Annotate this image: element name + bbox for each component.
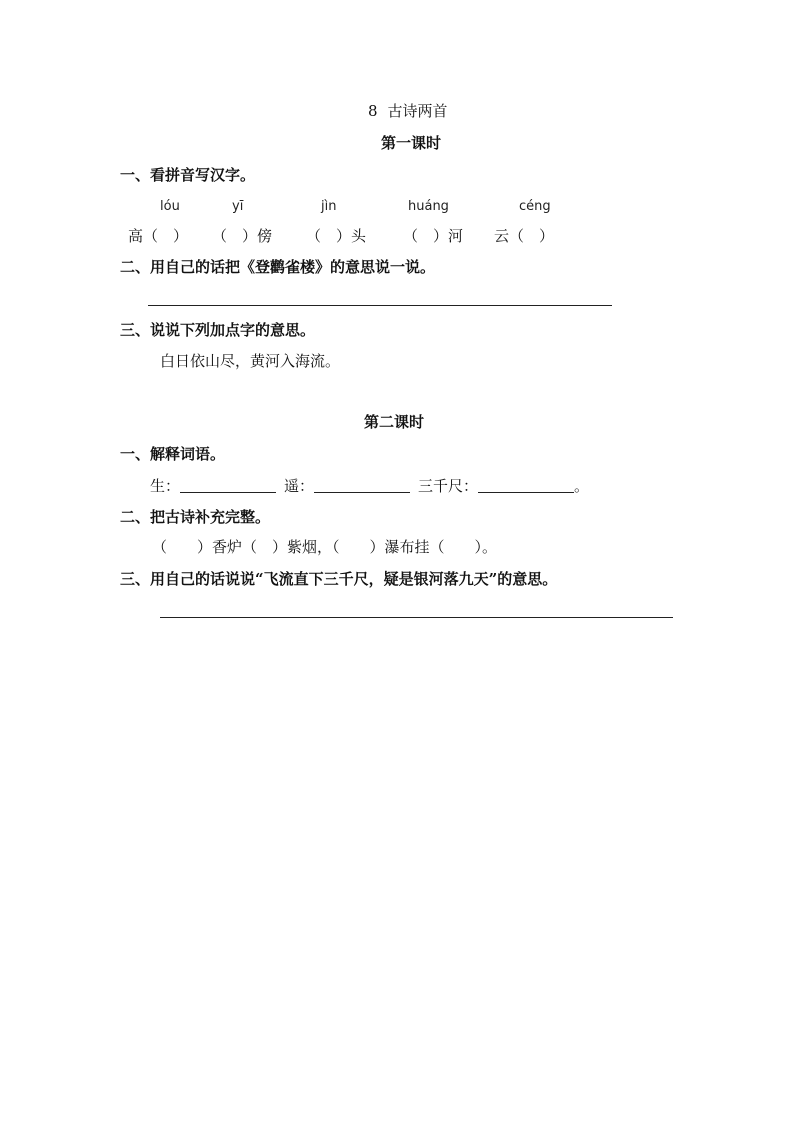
term-sanqianchi-blank: [478, 492, 574, 493]
pinyin-yi: yī: [232, 199, 244, 214]
char-blank-2: （ ）傍: [212, 227, 273, 245]
poem-fill-b: （ ）瀑布挂（ ）。: [332, 538, 498, 556]
period-1-heading: 第一课时: [381, 134, 442, 152]
lesson-title-text: 古诗两首: [387, 102, 448, 120]
poem-fill-a: （ ）香炉（ ）紫烟，: [152, 538, 333, 556]
term-sheng: 生：: [150, 477, 181, 495]
lesson-title: [368, 104, 448, 119]
char-blank-4: （ ）河: [403, 227, 464, 245]
answer-line-2: [160, 617, 673, 618]
pinyin-jin: jìn: [321, 199, 337, 214]
poem-fill-row: [152, 540, 497, 555]
terms-row: [150, 479, 589, 494]
p1-q1-heading: 一、看拼音写汉字。: [120, 166, 256, 184]
p2-q3-heading: 三、用自己的话说说“飞流直下三千尺，疑是银河落九天”的意思。: [120, 570, 558, 588]
pinyin-ceng: céng: [519, 199, 551, 214]
terms-end-mark: 。: [574, 477, 590, 495]
pinyin-lou: lóu: [160, 199, 180, 214]
char-blank-3: （ ）头: [306, 227, 367, 245]
term-sanqianchi: 三千尺：: [418, 477, 479, 495]
p1-q3-heading: 三、说说下列加点字的意思。: [120, 321, 316, 339]
p1-q2-heading: 二、用自己的话把《登鹳雀楼》的意思说一说。: [120, 258, 436, 276]
period-2-heading: 第二课时: [364, 413, 425, 431]
poem-line: 白日依山尽，黄河入海流。: [160, 352, 341, 370]
term-yao: 遥：: [284, 477, 315, 495]
term-yao-blank: [314, 492, 410, 493]
char-blank-1: 高（ ）: [128, 227, 189, 245]
term-sheng-blank: [180, 492, 276, 493]
pinyin-huang: huáng: [408, 199, 449, 214]
p2-q2-heading: 二、把古诗补充完整。: [120, 508, 271, 526]
p2-q1-heading: 一、解释词语。: [120, 445, 226, 463]
lesson-number: 8: [368, 102, 378, 120]
char-blank-5: 云（ ）: [494, 227, 555, 245]
answer-line-1: [148, 305, 612, 306]
